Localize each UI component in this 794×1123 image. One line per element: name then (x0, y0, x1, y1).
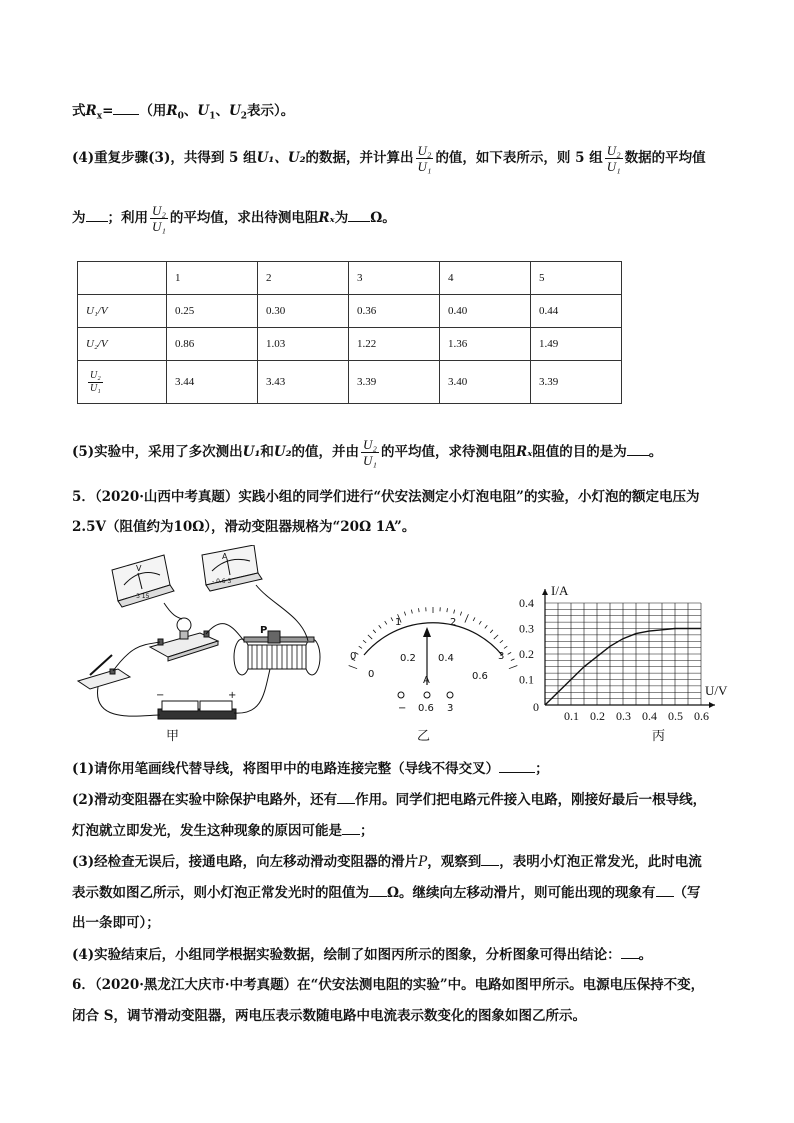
q5-line1: 5．（2020·山西中考真题）实践小组的同学们进行“伏安法测定小灯泡电阻”的实验，小灯泡的额定电压为 (72, 489, 700, 505)
table-cell: 5 (531, 262, 622, 295)
voltmeter-terminals: - 3 15 (132, 593, 150, 600)
table-cell: 1 (167, 262, 258, 295)
var-r: R (85, 103, 97, 119)
table-row (78, 295, 622, 328)
table-cell: 3 (349, 262, 440, 295)
x-tick-label: 0.5 (668, 709, 683, 723)
sub: 2 (240, 111, 248, 122)
dial-top-label: 1 (395, 617, 402, 628)
answer-blank[interactable] (337, 789, 355, 804)
fig-yi (349, 607, 518, 714)
table-row-label: U₂/V (78, 328, 167, 361)
var-u2: U₂ (273, 444, 292, 460)
dial-tick (373, 630, 376, 633)
slider-p-label: P (260, 625, 268, 636)
text: Ω。继续向左移动滑片，则可能出现的现象有 (387, 885, 656, 901)
ammeter-terminals: - 0.6 3 (212, 578, 232, 585)
denominator: U₁ (152, 219, 166, 234)
dial-tick (359, 646, 362, 648)
figure-svg (72, 545, 732, 750)
fraction-u2-u1 (88, 370, 103, 395)
answer-blank[interactable] (113, 100, 139, 115)
ammeter-icon (202, 545, 262, 591)
fig-bing-chart (519, 583, 728, 723)
q4-step5-line (72, 437, 662, 468)
dial-tick (504, 646, 507, 648)
rheostat-icon (234, 625, 320, 675)
x-axis-arrow (709, 702, 715, 708)
answer-blank[interactable] (621, 944, 639, 959)
text: (1)请你用笔画线代替导线，将图甲中的电路连接完整（导线不得交叉） (72, 761, 500, 777)
denominator: U₁ (417, 159, 432, 174)
dial-tick (411, 610, 412, 614)
answer-blank[interactable] (481, 851, 499, 866)
x-axis-label: U/V (705, 683, 728, 698)
q5-part3-line2 (72, 882, 701, 903)
text: 作用。同学们把电路元件接入电路，刚接好最后一根导线， (355, 792, 707, 808)
table-cell: 4 (440, 262, 531, 295)
text: Ω。 (370, 210, 396, 226)
fraction-u2-u1 (416, 143, 434, 174)
dial-tick (385, 621, 387, 624)
text: (4)重复步骤(3)，共得到 5 组 (72, 150, 257, 166)
table-cell: 0.36 (349, 295, 440, 328)
table-cell: 3.39 (349, 361, 440, 404)
dial-tick (368, 635, 372, 639)
dial-tick (490, 630, 493, 633)
dial-tick (500, 640, 503, 643)
text: 的值，如下表所示，则 5 组 (435, 150, 603, 166)
table-header-row (78, 262, 622, 295)
text: ，观察到 (427, 854, 482, 870)
numerator: U₂ (417, 143, 432, 158)
answer-blank[interactable] (342, 820, 360, 835)
dial-tick (508, 652, 511, 654)
answer-blank[interactable] (627, 441, 649, 456)
text: 和 (260, 444, 274, 460)
figure-label-jia: 甲 (166, 729, 180, 744)
dial-tick (485, 625, 487, 628)
fraction-u2-u1 (361, 437, 379, 468)
text: (4)实验结束后，小组同学根据实验数据，绘制了如图丙所示的图象，分析图象可得出结论： (72, 947, 621, 963)
numerator: U₂ (152, 203, 166, 218)
q5-part4 (72, 944, 652, 965)
table-cell: 1.22 (349, 328, 440, 361)
text: (5)实验中，采用了多次测出 (72, 444, 243, 460)
text: 的平均值，求出待测电阻 (169, 210, 319, 226)
fraction-u2-u1 (605, 143, 623, 174)
lamp-board-icon (150, 618, 218, 661)
text: 为 (72, 210, 86, 226)
dial-bottom-label: 0.6 (472, 671, 488, 682)
table-cell: 0.30 (258, 295, 349, 328)
x-tick-label: 0.2 (590, 709, 605, 723)
dial-tick (465, 614, 469, 622)
table-row (78, 328, 622, 361)
figure-label-yi: 乙 (417, 729, 431, 744)
numerator: U₂ (606, 143, 621, 158)
q5-part2-line2 (72, 820, 374, 841)
q4-step4-line2 (72, 203, 396, 234)
y-tick-label: 0.4 (519, 596, 534, 610)
fraction-u2-u1 (150, 203, 168, 234)
var-u2: U (228, 103, 241, 119)
text: 的数据，并计算出 (305, 150, 414, 166)
denominator: U₁ (363, 453, 377, 468)
text: 阻值的目的是为 (532, 444, 627, 460)
x-tick-label: 0.3 (616, 709, 631, 723)
q5-part1 (72, 758, 549, 779)
dial-bottom-label: 0 (368, 669, 375, 680)
dial-tick (460, 612, 461, 616)
q5-part3-line1 (72, 851, 702, 872)
dial-tick (454, 610, 455, 614)
dial-tick (473, 617, 475, 621)
q5-part3-line3: 出一条即可）； (72, 915, 160, 931)
figure-label-bing: 丙 (652, 729, 666, 744)
var-u1: U (197, 103, 210, 119)
text: = (102, 103, 114, 119)
terminal-label: − (398, 703, 407, 714)
numerator: U₂ (90, 369, 101, 381)
table-cell: 3.39 (531, 361, 622, 404)
sub: 1 (209, 111, 216, 122)
dial-tick (447, 608, 448, 612)
text: ；利用 (107, 210, 148, 226)
data-table (77, 261, 622, 404)
table-row-label (78, 361, 167, 404)
table-cell: 0.25 (167, 295, 258, 328)
dial-top-label: 2 (450, 617, 457, 628)
origin-label: 0 (533, 700, 539, 714)
answer-blank[interactable] (369, 882, 387, 897)
q5-figures (72, 545, 732, 750)
dial-tick (509, 666, 517, 669)
dial-tick (349, 666, 357, 669)
dial-tick (479, 621, 481, 624)
q6-line1: 6．（2020·黑龙江大庆市·中考真题）在“伏安法测电阻的实验”中。电路如图甲所示。电源电压保持不变， (72, 977, 705, 993)
text: ，表明小灯泡正常发光，此时电流 (499, 854, 702, 870)
table-row-label: U₁/V (78, 295, 167, 328)
table-cell: 3.40 (440, 361, 531, 404)
denominator: U₁ (606, 159, 621, 174)
var-u1: U₁ (242, 444, 261, 460)
battery-pos-label: + (228, 690, 237, 701)
text: ； (535, 761, 549, 777)
table-cell (78, 262, 167, 295)
table-cell: 0.44 (531, 295, 622, 328)
text: 。 (648, 444, 663, 460)
dial-tick (494, 635, 498, 639)
var-p: P (418, 854, 428, 870)
y-axis-arrow (542, 589, 548, 595)
table-cell: 3.44 (167, 361, 258, 404)
table-cell: 1.49 (531, 328, 622, 361)
text: 表示）。 (247, 103, 295, 119)
dial-unit: A (423, 675, 430, 686)
terminal-label: 0.6 (418, 703, 434, 714)
battery-icon (156, 690, 236, 719)
dial-bottom-label: 0.2 (400, 653, 416, 664)
text: 为 (334, 210, 349, 226)
sub: 0 (177, 111, 184, 122)
q4-formula-line (72, 100, 294, 127)
table-cell: 1.36 (440, 328, 531, 361)
var-rx: Rₓ (318, 210, 335, 226)
dial-top-label: 0 (350, 651, 357, 662)
answer-blank[interactable] (86, 207, 108, 222)
battery-neg-label: − (156, 690, 165, 701)
dial-tick (363, 640, 366, 643)
dial-top-label: 3 (498, 651, 505, 662)
table-cell: 0.86 (167, 328, 258, 361)
terminal-label: 3 (447, 703, 454, 714)
answer-blank[interactable] (656, 882, 674, 897)
text: （写 (673, 885, 701, 901)
voltmeter-label: V (136, 564, 142, 573)
table-row (78, 361, 622, 404)
dial-tick (391, 617, 393, 621)
text: 的平均值，求待测电阻 (380, 444, 516, 460)
dial-tick (379, 625, 381, 628)
y-axis-label: I/A (551, 583, 569, 598)
fig-jia (78, 545, 320, 719)
dial-bottom-label: 0.4 (438, 653, 454, 664)
var-rx: Rₓ (515, 444, 533, 460)
text: 、 (183, 103, 198, 119)
q6-line2: 闭合 S，调节滑动变阻器，两电压表示数随电路中电流表示数变化的图象如图乙所示。 (72, 1008, 586, 1024)
text: 、 (215, 103, 229, 119)
x-tick-label: 0.4 (642, 709, 657, 723)
text: (2)滑动变阻器在实验中除保护电路外，还有 (72, 792, 338, 808)
text: 。 (638, 947, 653, 963)
x-tick-label: 0.1 (564, 709, 579, 723)
text: 灯泡就立即发光，发生这种现象的原因可能是 (72, 823, 342, 839)
text: ； (360, 823, 374, 839)
dial-tick (404, 612, 405, 616)
text: (3)经检查无误后，接通电路，向左移动滑动变阻器的滑片 (72, 854, 419, 870)
var-r0: R (166, 103, 178, 119)
text: 式 (72, 103, 86, 119)
text: 表示数如图乙所示，则小灯泡正常发光时的阻值为 (72, 885, 369, 901)
q5-line2: 2.5V（阻值约为10Ω），滑动变阻器规格为“20Ω 1A”。 (72, 519, 416, 535)
y-tick-label: 0.1 (519, 672, 534, 687)
text: 的值，并由 (291, 444, 360, 460)
y-tick-label: 0.2 (519, 647, 534, 661)
sub: x (96, 111, 103, 122)
denominator: U₁ (90, 382, 101, 394)
dial-tick (418, 608, 419, 612)
q5-part2-line1 (72, 789, 706, 810)
ammeter-label: A (222, 552, 228, 561)
vars: U₁、U₂ (256, 150, 306, 166)
table-cell: 1.03 (258, 328, 349, 361)
table-cell: 0.40 (440, 295, 531, 328)
numerator: U₂ (363, 437, 377, 452)
y-tick-label: 0.3 (519, 621, 534, 636)
answer-blank[interactable] (348, 207, 370, 222)
q4-step4-line1 (72, 143, 706, 174)
voltmeter-icon (112, 555, 174, 607)
answer-blank[interactable] (499, 758, 535, 773)
dial-tick (511, 659, 515, 661)
table-cell: 3.43 (258, 361, 349, 404)
x-tick-label: 0.6 (694, 709, 709, 723)
table-cell: 2 (258, 262, 349, 295)
text: （用 (139, 103, 167, 119)
text: 数据的平均值 (624, 150, 706, 166)
